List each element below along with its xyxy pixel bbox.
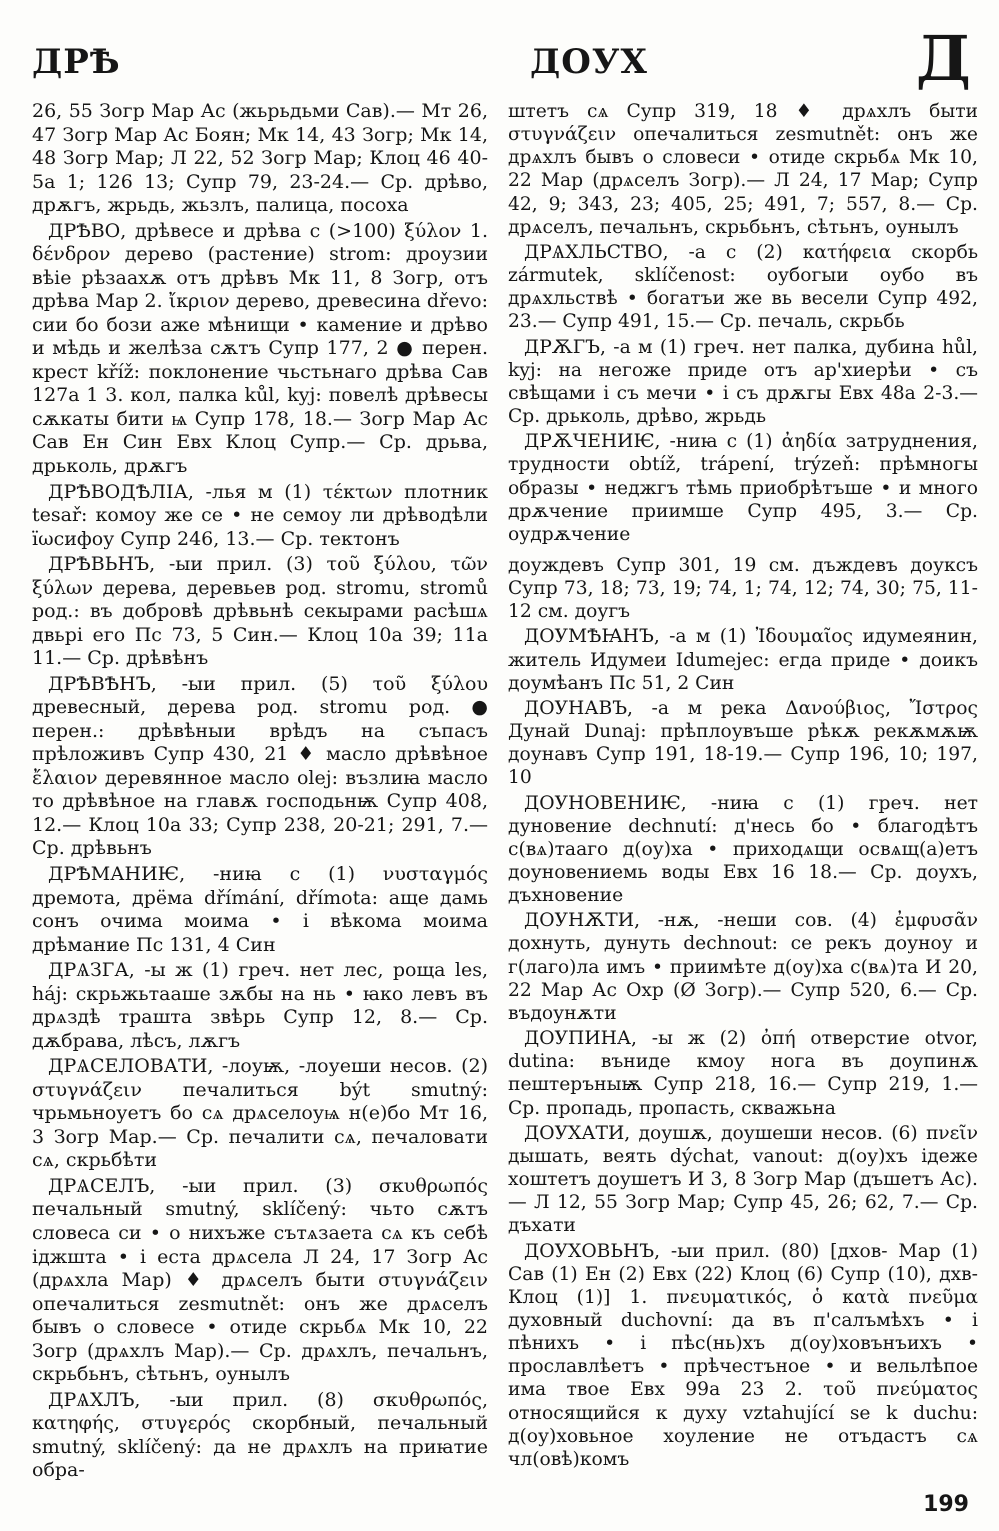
- dictionary-entry: ДРѦХЛЪ, -ыи прил. (8) σκυθρωπός, κατηφής, στυγερός скорбный, печальный smutný, sklíčený: да не дрѧхлъ на приꙗтие обра-: [32, 1388, 488, 1482]
- page-header: [0, 0, 999, 100]
- center-running-headword: ДОУХ: [530, 42, 648, 82]
- dictionary-entry: 26, 55 Зогр Мар Ас (жьрьдьми Сав).— Мт 26, 47 Зогр Мар Ас Боян; Мк 14, 43 Зогр; Мк 14, 48 Зогр Мар; Л 22, 52 Зогр Мар; Клоц 46 40-5а 1; 126 13; Супр 79, 23-24.— Ср. дрѣво, дрѫгъ, жрьдь, жьзлъ, палица, посоха: [32, 100, 488, 217]
- dictionary-entry: ДРѪГЪ, -а м (1) греч. нет палка, дубина hůl, kyj: на негоже приде отъ ар'хиерѣи • съ свѣщами і съ мечи • і съ дрѫгы Евх 48а 2-3.— Ср. дрьколь, дрѣво, жрьдь: [508, 336, 978, 428]
- dictionary-entry: ДОУНАВЪ, -а м река Δανούβιος, Ἴστρος Дунай Dunaj: прѣплоувъше рѣкѫ рекѫмѫѭ доунавъ Супр 191, 18-19.— Супр 196, 10; 197, 10: [508, 697, 978, 789]
- section-letter: Д: [915, 22, 971, 95]
- dictionary-entry: ДРѢВѢНЪ, -ыи прил. (5) τοῦ ξύλου древесный, дерева род. stromu род. ● перен.: дрѣвѣныи врѣдъ на съпасъ прѣложивъ Супр 430, 21 ♦ масло дрѣвѣное ἔλαιον деревянное масло olej: възлиꙗ масло то дрѣвѣное на главѫ господьнѭ Супр 408, 12.— Клоц 10а 33; Супр 238, 20-21; 291, 7.— Ср. дрѣвьнъ: [32, 672, 488, 860]
- dictionary-entry: ДРѦСЕЛОВАТИ, -лоуѭ, -лоуеши несов. (2) στυγνάζειν печалиться být smutný: чрьмьноуетъ бо сѧ дрѧселоуѩ н(е)бо Мт 16, 3 Зогр Мар.— Ср. печалити сѧ, печаловати сѧ, скрьбѣти: [32, 1055, 488, 1172]
- dictionary-entry: ДРѢМАНИѤ, -ниꙗ с (1) νυσταγμός дремота, дрёма dřímání, dřímota: аще дамь сонъ очима моима • і вѣкома моима дрѣмание Пс 131, 4 Син: [32, 863, 488, 956]
- dictionary-entry: ДРѢВОДѢЛІА, -лья м (1) τέκτων плотник tesař: комоу же се • не семоу ли дрѣводѣли їωсифоу Супр 246, 13.— Ср. тектонъ: [32, 480, 488, 550]
- dictionary-entry: ДРѦЗГА, -ы ж (1) греч. нет лес, роща les, háj: скрьжьтааше зѫбы на нь • ꙗко левъ въ дрѧздѣ трашта звѣрь Супр 12, 8.— Ср. дѫбрава, лѣсъ, лѫгъ: [32, 959, 488, 1052]
- page-number: 199: [923, 1492, 969, 1517]
- left-column: [32, 100, 488, 1483]
- dictionary-entry: ДОУНѪТИ, -нѫ, -неши сов. (4) ἐμφυσᾶν дохнуть, дунуть dechnout: се рекъ доуноу и г(лаго)ла имъ • приимѣте д(оу)ха с(вѧ)та И 20, 22 Мар Ас Охр (Ø Зогр).— Супр 520, 6.— Ср. въдоунѫти: [508, 910, 978, 1024]
- cross-reference-entry: доуждевъ Супр 301, 19 см. дъждевъ доуксъ Супр 73, 18; 73, 19; 74, 1; 74, 12; 74, 30; 75, 11-12 см. доугъ: [508, 554, 978, 623]
- dictionary-entry: штетъ сѧ Супр 319, 18 ♦ дрѧхлъ быти στυγνάζειν опечалиться zesmutnět: онъ же дрѧхлъ бывъ о словеси • отиде скрьбѧ Мк 10, 22 Мар (дрѧселъ Зогр).— Л 24, 17 Мар; Супр 42, 9; 343, 23; 405, 25; 491, 7; 557, 8.— Ср. дрѧселъ, печальнъ, скрьбьнъ, сѣтьнъ, оунылъ: [508, 101, 978, 238]
- dictionary-entry: ДОУХАТИ, доушѫ, доушеши несов. (6) πνεῖν дышать, веять dýchat, vanout: д(оу)хъ ідеже хоштетъ доушетъ И 3, 8 Зогр Мар (дъшетъ Ас).— Л 12, 55 Зогр Мар; Супр 45, 26; 62, 7.— Ср. дъхати: [508, 1122, 978, 1237]
- left-running-headword: ДРѢ: [32, 42, 121, 82]
- dictionary-entry: ДОУНОВЕНИѤ, -ниꙗ с (1) греч. нет дуновение dechnutí: д'несь бо • благодѣтъ с(вѧ)тааго д(оу)ха • приходѧщи освѧщ(а)етъ доуновениемь воды Евх 16 18.— Ср. доухъ, дъхновение: [508, 792, 978, 907]
- dictionary-entry: ДРѢВЬНЪ, -ыи прил. (3) τοῦ ξύλου, τῶν ξύλων дерева, деревьев род. stromu, stromů род.: въ добровѣ дрѣвьнѣ секырами расѣшѧ двьрі его Пс 73, 5 Син.— Клоц 10а 39; 11а 11.— Ср. дрѣвѣнъ: [32, 553, 488, 670]
- dictionary-entry: ДОУХОВЬНЪ, -ыи прил. (80) [дхов- Мар (1) Сав (1) Ен (2) Евх (22) Клоц (6) Супр (10), дхв- Клоц (1)] 1. πνευματικός, ὁ κατὰ πνεῦμα духовный duchovní: да въ п'салъмѣхъ • і пѣнихъ • і пѣс(нь)хъ д(оу)ховънъихъ • прославлѣетъ • прѣчестъное • и вельлѣпое има твое Евх 99а 23 2. τοῦ πνεύματος относящийся к духу vztahující se k duchu: д(оу)ховьное хоуление не отъдастъ сѧ чл(овѣ)комъ: [508, 1240, 978, 1470]
- dictionary-entry: ДРѦХЛЬСТВО, -а с (2) κατήφεια скорбь zármutek, sklíčenost: оубогыи оубо въ дрѧхльствѣ • богатъи же вь весели Супр 492, 23.— Супр 491, 15.— Ср. печаль, скрьбь: [508, 241, 978, 333]
- dictionary-entry: ДРѢВО, дрѣвесе и дрѣва с (>100) ξύλον 1. δένδρον дерево (растение) strom: дроузии вѣіе рѣзаахѫ отъ дрѣвъ Мк 11, 8 Зогр, отъ дрѣва Мар 2. ἴκριον дерево, древесина dřevo: сии бо бози аже мѣнищи • камение и дрѣво и мѣдь и желѣза сѫтъ Супр 177, 2 ● перен. крест kříž: поклонение чьстьнаго дрѣва Сав 127а 1 3. кол, палка kůl, kyj: повелѣ дрѣвесы сѫкаты бити ѩ Супр 178, 18.— Зогр Мар Ас Сав Ен Син Евх Клоц Супр.— Ср. дрьва, дрьколь, дрѫгъ: [32, 219, 488, 477]
- dictionary-entry: ДОУМѢꙖНЪ, -а м (1) Ἰδουμαῖος идумеянин, житель Идумеи Idumejec: егда приде • доикъ доумѣанъ Пс 51, 2 Син: [508, 626, 978, 694]
- right-column: [508, 100, 978, 1471]
- dictionary-entry: ДОУПИНА, -ы ж (2) ὀπή отверстие otvor, dutina: въниде кмоу нога въ доупинѫ пештеръныѭ Супр 218, 16.— Супр 219, 1.— Ср. пропадь, пропасть, скважьна: [508, 1028, 978, 1119]
- dictionary-entry: ДРѦСЕЛЪ, -ыи прил. (3) σκυθρωπός печальный smutný, sklíčený: чьто сѫтъ словеса си • о нихъже сътѧзаета сѧ къ себѣ іджшта • і еста дрѧсела Л 24, 17 Зогр Ас (дрѧхла Мар) ♦ дрѧселъ быти στυγνάζειν опечалиться zesmutnět: онъ же дрѧселъ бывъ о словесе • отиде скрьбѧ Мк 10, 22 Зогр (дрѧхлъ Мар).— Ср. дрѧхлъ, печальнъ, скрьбьнъ, сѣтьнъ, оунылъ: [32, 1174, 488, 1386]
- dictionary-entry: ДРѪЧЕНИѤ, -ниꙗ с (1) ἀηδία затруднения, трудности obtíž, trápení, trýzeň: прѣмногы образы • неджгъ тѣмь приобрѣтъше • и много дрѫчение приимше Супр 495, 3.— Ср. оудрѫчение: [508, 431, 978, 545]
